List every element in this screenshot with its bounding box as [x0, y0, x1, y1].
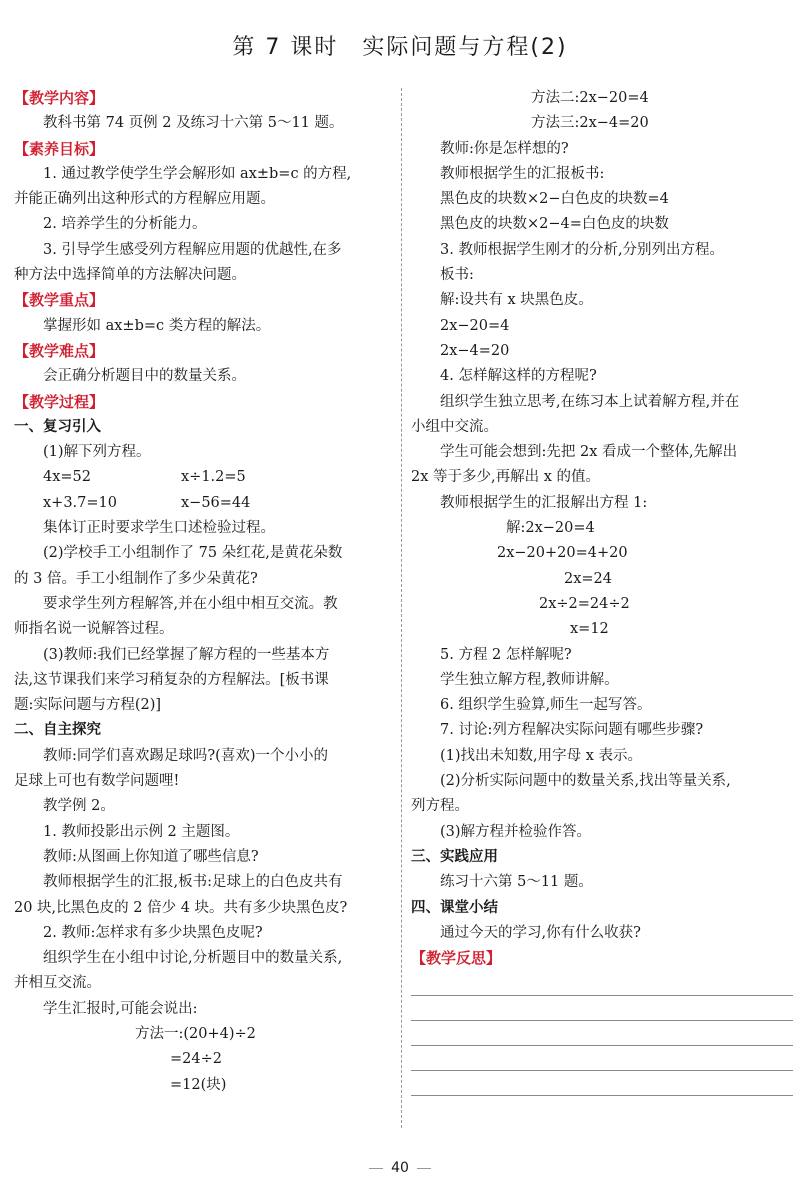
writing-line: [411, 995, 793, 996]
relation-1: 黑色皮的块数×2−白色皮的块数=4: [440, 191, 669, 208]
report-text: 学生汇报时,可能会说出:: [43, 1000, 198, 1017]
step-7-item-3: (3)解方程并检验作答。: [440, 823, 592, 840]
summary-text: 通过今天的学习,你有什么收获?: [440, 924, 641, 941]
review-1: (1)解下列方程。: [43, 444, 151, 461]
review-3-line-2: 法,这节课我们来学习稍复杂的方程解法。[板书课: [14, 671, 329, 688]
writing-line: [411, 1020, 793, 1021]
reflection-writing-area: [411, 995, 793, 1096]
writing-line: [411, 1095, 793, 1096]
footer-dash: [369, 1168, 383, 1169]
equation-a: 2x−20=4: [440, 317, 510, 334]
relation-2: 黑色皮的块数×2−4=白色皮的块数: [440, 216, 669, 233]
step-7-item-2-line-2: 列方程。: [411, 798, 469, 815]
page-title: 第 7 课时 实际问题与方程(2): [232, 35, 568, 60]
discuss-line-2: 并相互交流。: [14, 975, 101, 992]
ask-think: 教师:你是怎样想的?: [440, 140, 569, 157]
process-heading: 【教学过程】: [14, 392, 105, 411]
difficulty-text: 会正确分析题目中的数量关系。: [43, 368, 246, 385]
content-heading: 【教学内容】: [14, 89, 105, 107]
board-report: 教师根据学生的汇报板书:: [440, 165, 605, 182]
column-divider: [401, 88, 402, 1128]
review-2-line-1: (2)学校手工小组制作了 75 朵红花,是黄花朵数: [43, 545, 343, 562]
section-3-title: 三、实践应用: [411, 848, 498, 865]
left-column: [14, 86, 392, 1098]
explore-line-1: 教师:同学们喜欢踢足球吗?(喜欢)一个小小的: [43, 747, 328, 764]
review-3-line-1: (3)教师:我们已经掌握了解方程的一些基本方: [43, 646, 330, 663]
section-1-title: 一、复习引入: [14, 418, 101, 435]
goals-heading: 【素养目标】: [14, 139, 105, 158]
board-line-2: 20 块,比黑色皮的 2 倍少 4 块。共有多少块黑色皮?: [14, 899, 348, 916]
equation-b: 2x−4=20: [440, 342, 510, 359]
section-4-title: 四、课堂小结: [411, 899, 498, 916]
goal-1-line-1: 1. 通过教学使学生学会解形如 ax±b=c 的方程,: [43, 165, 352, 182]
equation: x−56=44: [181, 494, 251, 511]
solution-step-1: 解:2x−20=4: [506, 520, 595, 537]
idea-line-2: 2x 等于多少,再解出 x 的值。: [411, 469, 601, 486]
example-label: 教学例 2。: [43, 798, 115, 815]
key-heading: 【教学重点】: [14, 291, 105, 310]
goal-3-line-1: 3. 引导学生感受列方程解应用题的优越性,在多: [43, 241, 342, 258]
key-text: 掌握形如 ax±b=c 类方程的解法。: [43, 317, 271, 334]
method-1-step-3: =12(块): [170, 1076, 227, 1093]
footer-dash: [417, 1168, 431, 1169]
organize-line-1: 组织学生独立思考,在练习本上试着解方程,并在: [440, 393, 740, 410]
writing-line: [411, 1045, 793, 1046]
method-1: 方法一:(20+4)÷2: [135, 1025, 256, 1042]
method-3: 方法三:2x−4=20: [531, 115, 649, 132]
practice-text: 练习十六第 5～11 题。: [440, 874, 593, 891]
equation: x÷1.2=5: [181, 469, 246, 486]
step-2: 2. 教师:怎样求有多少块黑色皮呢?: [43, 924, 263, 941]
step-5: 5. 方程 2 怎样解呢?: [440, 646, 572, 663]
review-2-line-4: 师指名说一说解答过程。: [14, 621, 174, 638]
solution-step-2: 2x−20+20=4+20: [497, 545, 628, 562]
section-2-title: 二、自主探究: [14, 722, 101, 739]
step-1: 1. 教师投影出示例 2 主题图。: [43, 823, 240, 840]
equation-row-2: [14, 491, 392, 516]
step-6: 6. 组织学生验算,师生一起写答。: [440, 697, 652, 714]
content-text: 教科书第 74 页例 2 及练习十六第 5～11 题。: [43, 115, 344, 132]
solution-step-3: 2x=24: [564, 570, 613, 587]
difficulty-heading: 【教学难点】: [14, 341, 105, 360]
discuss-line-1: 组织学生在小组中讨论,分析题目中的数量关系,: [43, 950, 343, 967]
equation-row-1: [14, 465, 392, 490]
review-2-line-3: 要求学生列方程解答,并在小组中相互交流。教: [43, 595, 338, 612]
method-2: 方法二:2x−20=4: [531, 90, 649, 106]
goal-2: 2. 培养学生的分析能力。: [43, 216, 207, 233]
equation: 4x=52: [43, 469, 92, 486]
board-label: 板书:: [440, 267, 474, 284]
solution-step-4: 2x÷2=24÷2: [539, 595, 630, 612]
review-2-line-2: 的 3 倍。手工小组制作了多少朵黄花?: [14, 570, 258, 587]
step-5-detail: 学生独立解方程,教师讲解。: [440, 671, 619, 688]
organize-line-2: 小组中交流。: [411, 418, 498, 435]
page-number-footer: [0, 1160, 800, 1176]
solve-intro: 教师根据学生的汇报解出方程 1:: [440, 494, 648, 511]
right-column: [411, 86, 793, 1096]
step-7-item-2-line-1: (2)分析实际问题中的数量关系,找出等量关系,: [440, 773, 731, 790]
step-7-item-1: (1)找出未知数,用字母 x 表示。: [440, 747, 643, 764]
explore-line-2: 足球上可也有数学问题哩!: [14, 773, 180, 790]
equation: x+3.7=10: [43, 494, 117, 511]
step-7: 7. 讨论:列方程解决实际问题有哪些步骤?: [440, 722, 704, 739]
step-3: 3. 教师根据学生刚才的分析,分别列出方程。: [440, 241, 725, 258]
solution-step-5: x=12: [570, 621, 609, 638]
goal-1-line-2: 并能正确列出这种形式的方程解应用题。: [14, 191, 275, 208]
writing-line: [411, 1070, 793, 1071]
goal-3-line-2: 种方法中选择简单的方法解决问题。: [14, 267, 246, 284]
check-text: 集体订正时要求学生口述检验过程。: [43, 520, 275, 537]
review-3-line-3: 题:实际问题与方程(2)]: [14, 697, 162, 714]
step-4: 4. 怎样解这样的方程呢?: [440, 368, 597, 385]
reflection-heading: 【教学反思】: [411, 949, 502, 968]
method-1-step-2: =24÷2: [170, 1051, 222, 1068]
solve-let: 解:设共有 x 块黑色皮。: [440, 292, 593, 309]
idea-line-1: 学生可能会想到:先把 2x 看成一个整体,先解出: [440, 444, 738, 461]
ask-info: 教师:从图画上你知道了哪些信息?: [43, 848, 259, 865]
board-line-1: 教师根据学生的汇报,板书:足球上的白色皮共有: [43, 874, 343, 891]
page-number: 40: [391, 1160, 409, 1176]
